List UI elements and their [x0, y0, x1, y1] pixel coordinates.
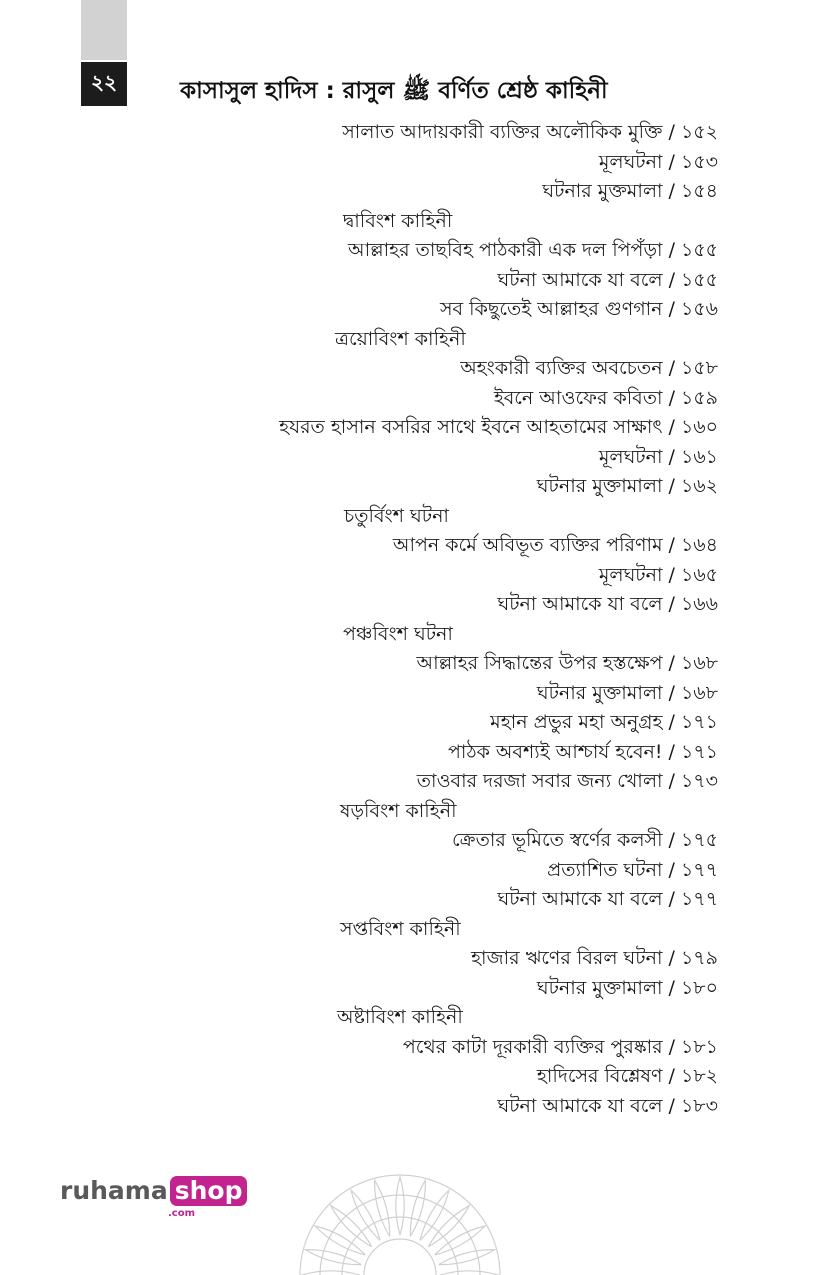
toc-entry: ঘটনার মুক্তামালা / ১৮০: [536, 976, 718, 999]
toc-entry: মূলঘটনা / ১৬১: [598, 445, 718, 468]
toc-entry: ঘটনা আমাকে যা বলে / ১৮৩: [497, 1094, 718, 1117]
ruhamashop-logo: [60, 1176, 247, 1219]
toc-entry: হাজার ঋণের বিরল ঘটনা / ১৭৯: [471, 947, 718, 969]
toc-section-heading: ত্রয়োবিংশ কাহিনী: [335, 327, 466, 350]
toc-entry: ঘটনার মুক্তমালা / ১৫৪: [542, 180, 718, 202]
toc-section-heading: সপ্তবিংশ কাহিনী: [340, 917, 461, 940]
toc-entry: প্রত্যাশিত ঘটনা / ১৭৭: [547, 858, 718, 881]
page-number: ২২: [81, 62, 127, 106]
toc-entry: মূলঘটনা / ১৬৫: [598, 563, 718, 586]
toc-entry: ঘটনার মুক্তামালা / ১৬২: [536, 475, 718, 497]
toc-section-heading: দ্বাবিংশ কাহিনী: [343, 209, 453, 232]
toc-entry: মহান প্রভুর মহা অনুগ্রহ / ১৭১: [490, 711, 718, 733]
toc-entry: আপন কর্মে অবিভূত ব্যক্তির পরিণাম / ১৬৪: [392, 534, 718, 556]
toc-entry: সালাত আদায়কারী ব্যক্তির অলৌকিক মুক্তি / ১৫২: [342, 121, 718, 143]
toc-entry: ইবনে আওফের কবিতা / ১৫৯: [493, 386, 718, 409]
toc-entry: হাদিসের বিশ্লেষণ / ১৮২: [536, 1065, 718, 1087]
toc-entry: ঘটনা আমাকে যা বলে / ১৬৬: [497, 593, 718, 615]
logo-com-text: .com: [168, 1208, 196, 1219]
toc-entry: তাওবার দরজা সবার জন্য খোলা / ১৭৩: [416, 770, 718, 792]
running-title: কাসাসুল হাদিস : রাসুল ﷺ বর্ণিত শ্রেষ্ঠ কাহিনী: [180, 78, 608, 104]
toc-entry: পথের কাটা দূরকারী ব্যক্তির পুরষ্কার / ১৮১: [402, 1035, 718, 1058]
toc-entry: মূলঘটনা / ১৫৩: [598, 150, 718, 173]
toc-section-heading: অষ্টাবিংশ কাহিনী: [337, 1006, 463, 1028]
mandala-ornament-icon: [290, 1160, 510, 1275]
toc-entry: হযরত হাসান বসরির সাথে ইবনে আহতামের সাক্ষাৎ / ১৬০: [279, 416, 718, 438]
toc-entry: ঘটনা আমাকে যা বলে / ১৫৫: [497, 268, 718, 291]
toc-entry: আল্লাহর তাছবিহ পাঠকারী এক দল পিপঁড়া / ১৫৫: [348, 239, 718, 261]
toc-entry: পাঠক অবশ্যই আশ্চার্য হবেন! / ১৭১: [448, 740, 718, 763]
toc-section-heading: পঞ্চবিংশ ঘটনা: [343, 622, 453, 645]
top-edge-tab: [81, 0, 127, 60]
toc-entry: সব কিছুতেই আল্লাহর গুণগান / ১৫৬: [439, 298, 718, 320]
toc-entry: অহংকারী ব্যক্তির অবচেতন / ১৫৮: [460, 357, 718, 379]
toc-entry: আল্লাহর সিদ্ধান্তের উপর হস্তক্ষেপ / ১৬৮: [416, 652, 718, 674]
toc-entry: ঘটনার মুক্তামালা / ১৬৮: [536, 681, 718, 704]
logo-ruhama-text: ruhama: [60, 1176, 168, 1205]
toc-section-heading: ষড়বিংশ কাহিনী: [340, 799, 457, 822]
toc-entry: ঘটনা আমাকে যা বলে / ১৭৭: [497, 888, 718, 910]
toc-section-heading: চতুর্বিংশ ঘটনা: [344, 504, 449, 527]
toc-entry: ক্রেতার ভূমিতে স্বর্ণের কলসী / ১৭৫: [451, 829, 718, 851]
logo-shop-badge: shop: [170, 1176, 248, 1206]
